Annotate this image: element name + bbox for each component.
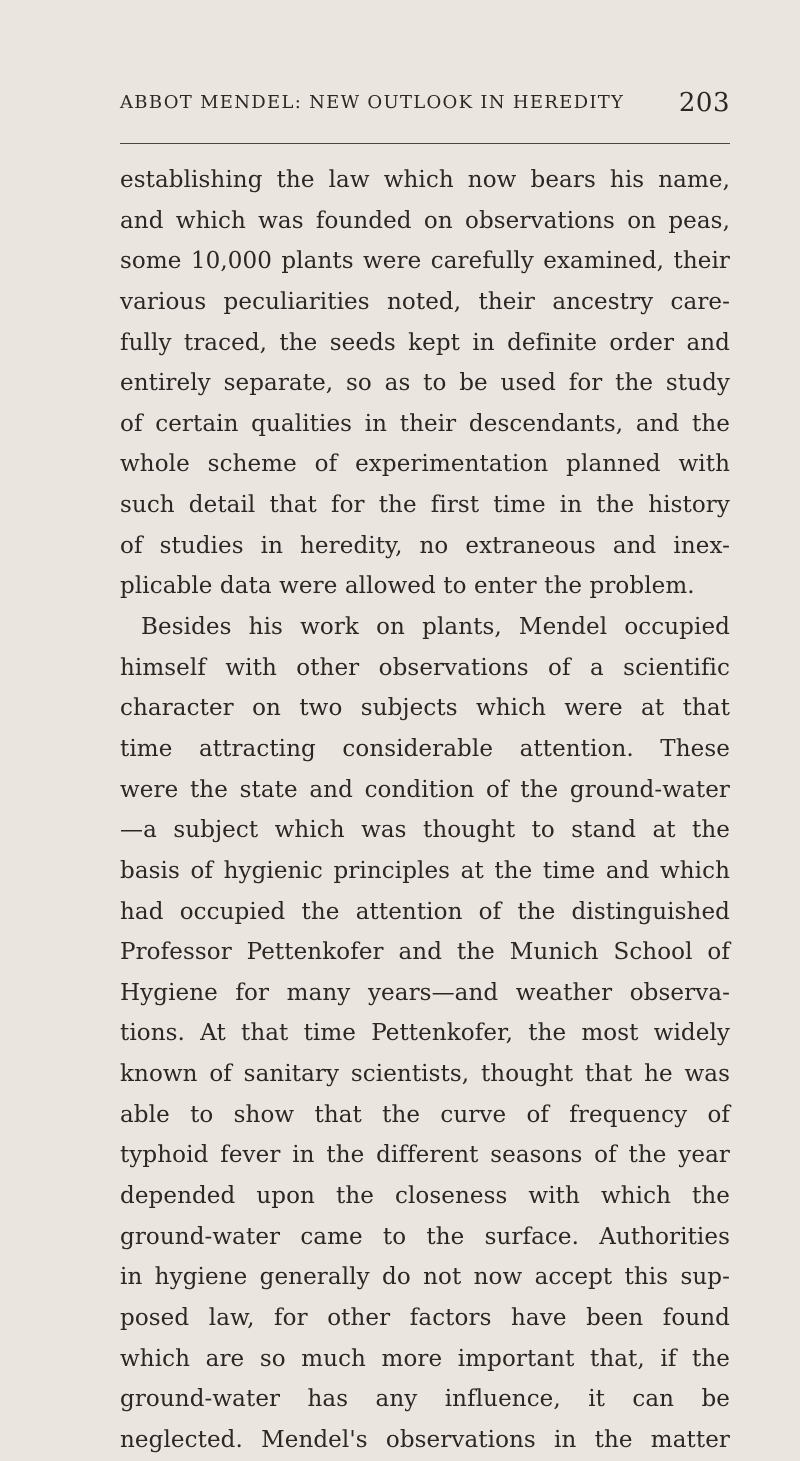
running-head — [120, 88, 730, 128]
text-line: establishing the law which now bears his name, — [120, 167, 730, 193]
text-line: Hygiene for many years—and weather observa- — [120, 979, 730, 1006]
text-line: Professor Pettenkofer and the Munich School of — [120, 939, 730, 966]
text-line: entirely separate, so as to be used for the study — [120, 370, 730, 397]
text-line: such detail that for the first time in the history — [120, 492, 730, 519]
text-line: depended upon the closeness with which the — [120, 1183, 730, 1210]
paragraph-start-line: Besides his work on plants, Mendel occupied — [141, 614, 730, 641]
page-number: 203 — [678, 88, 730, 118]
text-line: known of sanitary scientists, thought that he was — [120, 1061, 730, 1088]
header-rule — [120, 143, 730, 144]
text-line: ground-water came to the surface. Authorities — [120, 1223, 730, 1250]
text-line: posed law, for other factors have been found — [120, 1304, 730, 1331]
text-line: —a subject which was thought to stand at the — [120, 817, 730, 844]
text-line: and which was founded on observations on peas, — [120, 207, 730, 234]
text-line: ground-water has any influence, it can be — [120, 1386, 730, 1413]
running-title: ABBOT MENDEL: NEW OUTLOOK IN HEREDITY — [120, 92, 625, 113]
text-line: were the state and condition of the ground-water — [120, 776, 730, 803]
text-line: in hygiene generally do not now accept this sup- — [120, 1264, 730, 1291]
text-line: himself with other observations of a scientific — [120, 654, 730, 681]
text-line: character on two subjects which were at that — [120, 695, 730, 722]
text-line: had occupied the attention of the distinguished — [120, 898, 730, 925]
text-line: neglected. Mendel's observations in the matter — [120, 1426, 730, 1453]
text-line: basis of hygienic principles at the time and which — [120, 857, 730, 884]
text-line: tions. At that time Pettenkofer, the most widely — [120, 1020, 730, 1047]
text-line: of studies in heredity, no extraneous and inex- — [120, 532, 730, 559]
text-line: typhoid fever in the different seasons of the year — [120, 1142, 730, 1169]
text-line: which are so much more important that, if the — [120, 1345, 730, 1372]
text-line: of certain qualities in their descendants, and the — [120, 410, 730, 437]
text-line: various peculiarities noted, their ancestry care- — [120, 288, 730, 315]
text-line: able to show that the curve of frequency of — [120, 1101, 730, 1128]
body-text — [120, 160, 730, 1461]
text-line: fully traced, the seeds kept in definite order and — [120, 329, 730, 356]
text-line: some 10,000 plants were carefully examined, their — [120, 248, 730, 275]
text-line: time attracting considerable attention. These — [120, 735, 730, 762]
text-line: plicable data were allowed to enter the problem. — [120, 573, 695, 600]
text-line: whole scheme of experimentation planned with — [120, 451, 730, 478]
